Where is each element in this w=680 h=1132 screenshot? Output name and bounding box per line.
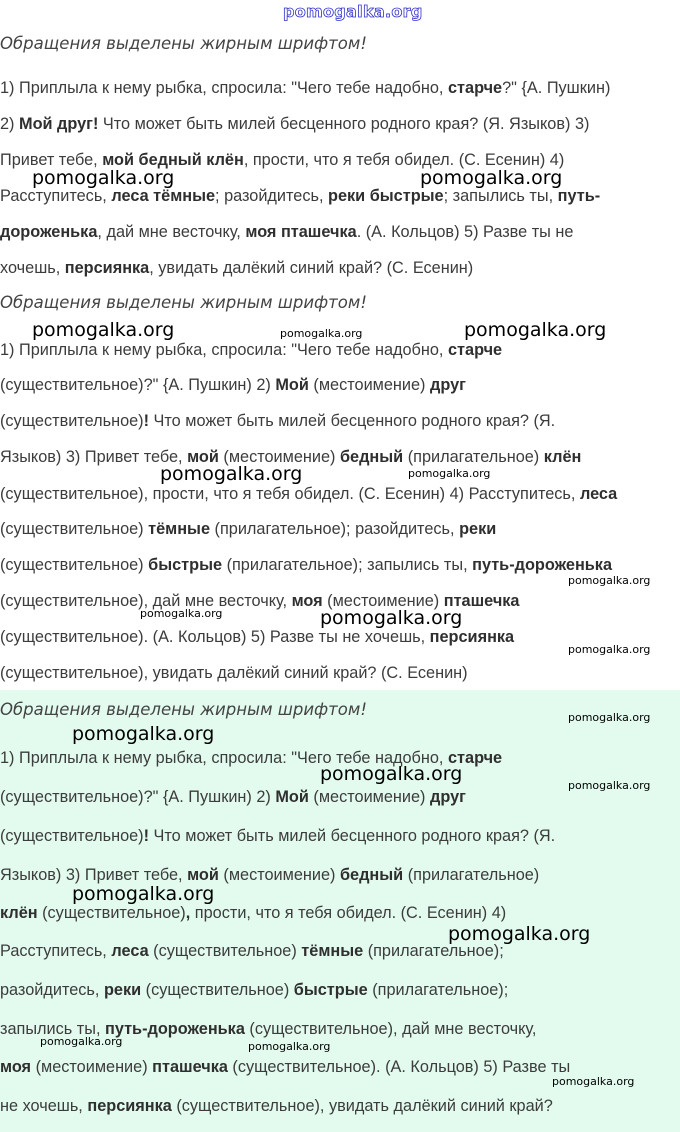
line-text: (прилагательное); разойдитесь, [210, 520, 460, 538]
line-text: , дай мне весточку, [97, 223, 246, 241]
line-text: 1) Приплыла к нему рыбка, спросила: "Чего тебе надобно, [0, 79, 448, 97]
line-text: (существительное), дай мне весточку, [244, 1020, 537, 1038]
line-text: Языков) 3) Привет тебе, [0, 866, 188, 884]
line-text: ; запылись ты, [443, 187, 558, 205]
bold-address-text: Мой [275, 376, 309, 394]
line-text: (существительное). (А. Кольцов) 5) Разве ты не хочешь, [0, 628, 430, 646]
bold-address-text: быстрые [148, 556, 223, 574]
line-text: . (А. Кольцов) 5) Разве ты не [356, 223, 574, 241]
answer-section-3 [0, 690, 680, 1132]
line-text: (местоимение) [322, 592, 444, 610]
watermark: pomogalka.org [320, 763, 463, 785]
line-text: (существительное) [0, 556, 149, 574]
bold-address-text: мой [187, 448, 219, 466]
line-text: Расступитесь, [0, 187, 112, 205]
watermark-header: pomogalka.org [283, 2, 423, 21]
text-line [0, 664, 680, 683]
watermark: pomogalka.org [160, 463, 303, 485]
watermark: pomogalka.org [72, 883, 215, 905]
bold-address-text: мой [187, 866, 219, 884]
bold-address-text: старче [447, 749, 503, 767]
line-text: (прилагательное); запылись ты, [222, 556, 473, 574]
bold-address-text: друг [430, 376, 466, 394]
bold-address-text: бедный [339, 448, 404, 466]
text-line [0, 341, 680, 360]
text-line [0, 223, 680, 242]
text-line [0, 981, 680, 1000]
text-line [0, 1097, 680, 1116]
bold-address-text: быстрые [293, 981, 368, 999]
section-heading: Обращения выделены жирным шрифтом! [0, 700, 367, 719]
line-text: (существительное) [0, 827, 144, 845]
line-text: (местоимение) [218, 448, 340, 466]
bold-address-text: персиянка [429, 628, 515, 646]
bold-address-text: реки [103, 981, 142, 999]
bold-address-text: , [185, 904, 195, 922]
bold-address-text: друг [430, 788, 466, 806]
line-text: (существительное) [37, 904, 186, 922]
line-text: Привет тебе, [0, 151, 103, 169]
line-text: (существительное). (А. Кольцов) 5) Разве ты [227, 1058, 571, 1076]
text-line [0, 485, 680, 504]
text-line [0, 115, 680, 134]
bold-address-text: Мой [275, 788, 309, 806]
line-text: ; разойдитесь, [215, 187, 329, 205]
line-text: 1) Приплыла к нему рыбка, спросила: "Чего тебе надобно, [0, 749, 448, 767]
bold-address-text: моя пташечка [245, 223, 357, 241]
line-text: (существительное), увидать далёкий синий край? (С. Есенин) [0, 664, 468, 682]
bold-address-text: реки [459, 520, 497, 538]
line-text: (местоимение) [218, 866, 340, 884]
line-text: прости, что я тебя обидел. (С. Есенин) 4) [194, 904, 507, 922]
line-text: (местоимение) [308, 788, 430, 806]
line-text: запылись ты, [0, 1020, 105, 1038]
line-text: (местоимение) [308, 376, 430, 394]
line-text: Что может быть милей бесценного родного края? (Я. [149, 827, 556, 845]
watermark: pomogalka.org [140, 607, 223, 620]
line-text: Что может быть милей бесценного родного края? (Я. [149, 412, 556, 430]
line-text: (существительное), дай мне весточку, [0, 592, 292, 610]
watermark: pomogalka.org [40, 1035, 123, 1048]
answer-section-2 [0, 290, 680, 690]
line-text: ?" {А. Пушкин) [502, 79, 611, 97]
section-heading: Обращения выделены жирным шрифтом! [0, 34, 367, 53]
bold-address-text: мой бедный клён [102, 151, 244, 169]
bold-address-text: пташечка [443, 592, 520, 610]
watermark: pomogalka.org [464, 319, 607, 341]
text-line [0, 448, 680, 467]
bold-address-text: старче [447, 79, 503, 97]
text-line [0, 827, 680, 846]
line-text: , увидать далёкий синий край? (С. Есенин) [149, 259, 474, 277]
section-heading: Обращения выделены жирным шрифтом! [0, 293, 367, 312]
line-text: (прилагательное) [403, 448, 544, 466]
line-text: 1) Приплыла к нему рыбка, спросила: "Чего тебе надобно, [0, 341, 448, 359]
bold-address-text: дороженька [0, 223, 98, 241]
bold-address-text: ! [143, 827, 150, 845]
bold-address-text: ! [143, 412, 150, 430]
line-text: (существительное) [0, 520, 149, 538]
line-text: , прости, что я тебя обидел. (С. Есенин) 4) [243, 151, 565, 169]
bold-address-text: клён [543, 448, 582, 466]
bold-address-text: леса [579, 485, 618, 503]
watermark: pomogalka.org [552, 1075, 635, 1088]
line-text: (существительное)?" {А. Пушкин) 2) [0, 376, 276, 394]
line-text: (прилагательное); [367, 981, 509, 999]
line-text: (существительное) [141, 981, 294, 999]
bold-address-text: персиянка [87, 1097, 172, 1115]
line-text: Языков) 3) Привет тебе, [0, 448, 188, 466]
bold-address-text: бедный [339, 866, 404, 884]
text-line [0, 259, 680, 278]
watermark: pomogalka.org [320, 607, 463, 629]
bold-address-text: леса [111, 942, 149, 960]
watermark: pomogalka.org [420, 167, 563, 189]
line-text: хочешь, [0, 259, 65, 277]
bold-address-text: Мой друг! [19, 115, 99, 133]
line-text: (прилагательное); [363, 942, 504, 960]
line-text: (местоимение) [31, 1058, 153, 1076]
text-line [0, 556, 680, 575]
bold-address-text: тёмные [301, 942, 364, 960]
text-line [0, 187, 680, 206]
watermark: pomogalka.org [448, 923, 591, 945]
watermark: pomogalka.org [248, 1040, 331, 1053]
line-text: не хочешь, [0, 1097, 88, 1115]
watermark: pomogalka.org [568, 643, 651, 656]
line-text: разойдитесь, [0, 981, 104, 999]
watermark: pomogalka.org [568, 711, 651, 724]
text-line [0, 376, 680, 395]
bold-address-text: старче [447, 341, 503, 359]
bold-address-text: клён [0, 904, 38, 922]
watermark: pomogalka.org [280, 327, 363, 340]
line-text: (существительное) [148, 942, 302, 960]
line-text: (существительное) [0, 412, 144, 430]
line-text: (прилагательное) [403, 866, 540, 884]
watermark: pomogalka.org [568, 574, 651, 587]
line-text: (существительное), увидать далёкий синий край? [171, 1097, 553, 1115]
line-text: (существительное), прости, что я тебя обидел. (С. Есенин) 4) Расступитесь, [0, 485, 580, 503]
bold-address-text: леса тёмные [111, 187, 216, 205]
bold-address-text: путь- [557, 187, 601, 205]
watermark: pomogalka.org [32, 319, 175, 341]
bold-address-text: тёмные [148, 520, 211, 538]
watermark: pomogalka.org [72, 723, 215, 745]
line-text: (существительное)?" {А. Пушкин) 2) [0, 788, 276, 806]
bold-address-text: моя [291, 592, 323, 610]
text-line [0, 79, 680, 98]
line-text: Что может быть милей бесценного родного края? (Я. Языков) 3) [98, 115, 590, 133]
bold-address-text: персиянка [64, 259, 150, 277]
watermark: pomogalka.org [408, 467, 491, 480]
bold-address-text: путь-дороженька [472, 556, 613, 574]
text-line [0, 412, 680, 431]
watermark: pomogalka.org [32, 167, 175, 189]
bold-address-text: путь-дороженька [105, 1020, 245, 1038]
watermark: pomogalka.org [568, 779, 651, 792]
bold-address-text: пташечка [152, 1058, 228, 1076]
line-text: Расступитесь, [0, 942, 112, 960]
answer-section-1 [0, 30, 680, 285]
line-text: 2) [0, 115, 20, 133]
text-line [0, 520, 680, 539]
bold-address-text: моя [0, 1058, 32, 1076]
text-line [0, 904, 680, 923]
bold-address-text: реки быстрые [328, 187, 444, 205]
